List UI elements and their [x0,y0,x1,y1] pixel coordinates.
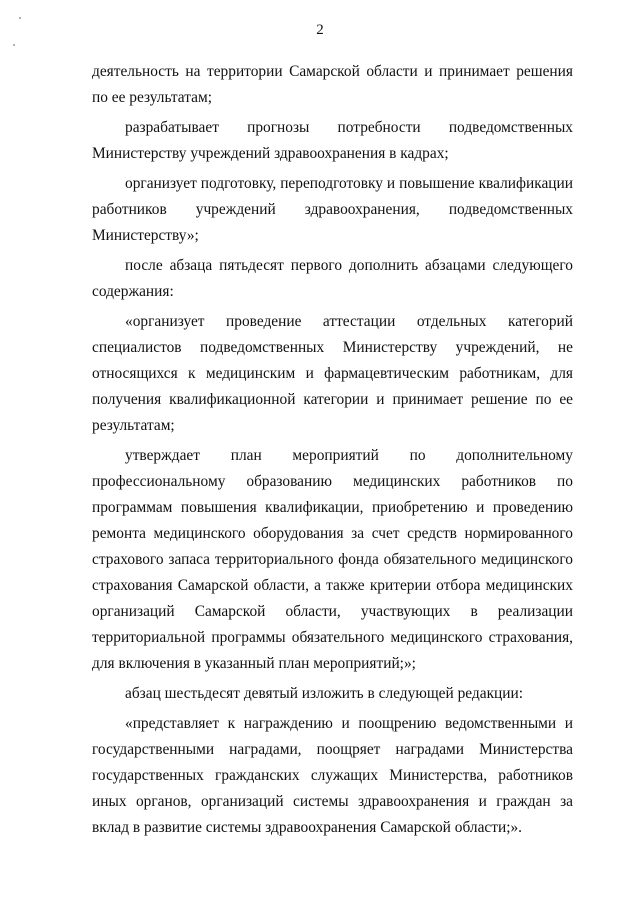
page-number: 2 [316,22,324,38]
document-body [92,59,573,841]
scan-speck [19,17,21,19]
paragraph: разрабатывает прогнозы потребности подведомственных Министерству учреждений здравоохранения в кадрах; [92,119,573,162]
paragraph: «организует проведение аттестации отдельных категорий специалистов подведомственных Министерству учреждений, не относящихся к медицинским и фармацевтическим работникам, для получения квалификационной категории и принимает решение по ее результатам; [92,313,573,434]
paragraph: организует подготовку, переподготовку и повышение квалификации работников учреждений здравоохранения, подведомственных Министерству»; [92,175,573,244]
paragraph: утверждает план мероприятий по дополнительному профессиональному образованию медицинских работников по программам повышения квалификации, приобретению и проведению ремонта медицинского оборудования за счет средств нормированного страхового запаса территориального фонда обязательного медицинского страхования Самарской области, а также критерии отбора медицинских организаций Самарской области, участвующих в реализации территориальной программы обязательного медицинского страхования, для включения в указанный план мероприятий;»; [92,447,573,672]
scan-speck [13,44,15,46]
paragraph: абзац шестьдесят девятый изложить в следующей редакции: [125,685,524,702]
paragraph: деятельность на территории Самарской области и принимает решения по ее результатам; [92,63,573,106]
paragraph: «представляет к награждению и поощрению ведомственными и государственными наградами, поощряет наградами Министерства государственных гражданских служащих Министерства, работников иных органов, организаций системы здравоохранения и граждан за вклад в развитие системы здравоохранения Самарской области;». [92,715,573,836]
paragraph: после абзаца пятьдесят первого дополнить абзацами следующего содержания: [92,257,573,300]
